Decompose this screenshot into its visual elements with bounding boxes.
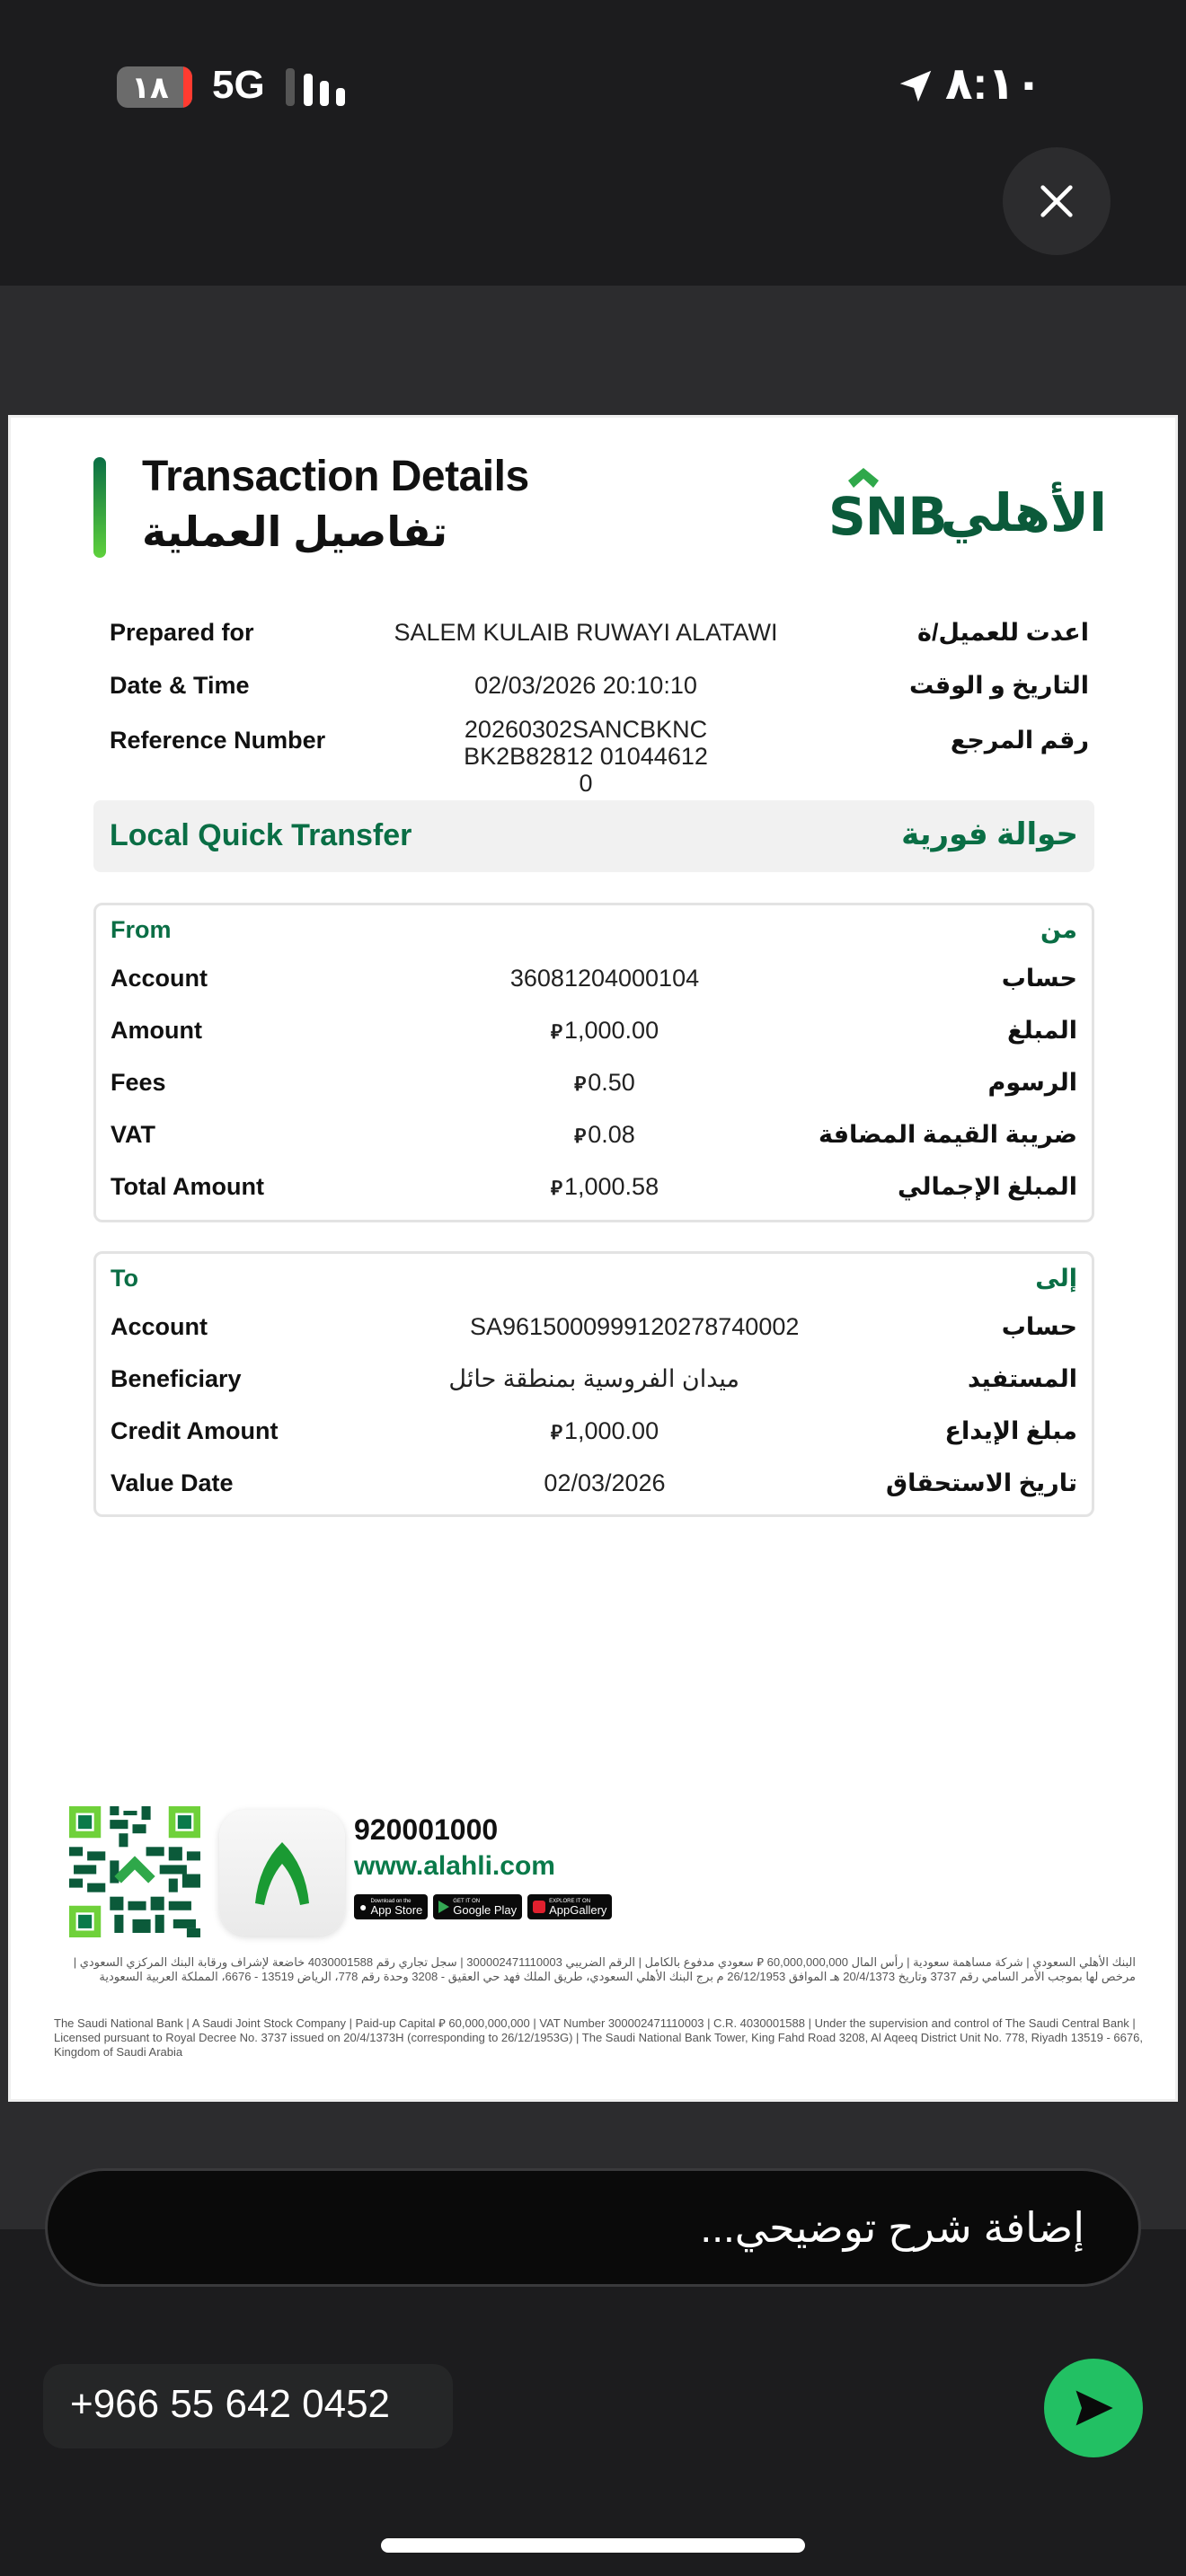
from-row-account: Account 36081204000104 حساب: [111, 965, 1077, 992]
status-bar: [0, 0, 1186, 286]
battery-level: ١٨: [131, 71, 169, 105]
app-store-badge[interactable]: ● Download on the App Store: [354, 1894, 428, 1919]
transaction-receipt: [8, 415, 1178, 2102]
home-indicator[interactable]: [381, 2538, 805, 2553]
apple-icon: ●: [359, 1900, 367, 1914]
bank-website[interactable]: www.alahli.com: [354, 1851, 555, 1881]
to-row-beneficiary: Beneficiary ميدان الفروسية بمنطقة حائل المستفيد: [111, 1365, 1077, 1392]
riyal-icon: ⃁: [574, 1072, 587, 1095]
riyal-icon: ⃁: [550, 1020, 562, 1043]
riyal-icon: ⃁: [574, 1125, 587, 1147]
google-play-badge[interactable]: GET IT ON Google Play: [433, 1894, 522, 1919]
to-row-value-date: Value Date 02/03/2026 تاريخ الاستحقاق: [111, 1469, 1077, 1496]
riyal-icon: ⃁: [550, 1177, 562, 1199]
caption-input[interactable]: [45, 2168, 1141, 2287]
transfer-type-banner: Local Quick Transfer حوالة فورية: [93, 800, 1094, 872]
snb-chevron-icon: [848, 468, 879, 488]
google-play-icon: [438, 1901, 449, 1913]
recipient-chip[interactable]: [43, 2364, 453, 2448]
huawei-icon: [533, 1901, 545, 1913]
recipient-phone: +966 55 642 0452: [70, 2382, 391, 2426]
title-ar: تفاصيل العملية: [142, 508, 448, 555]
meta-row-date-time: Date & Time 02/03/2026 20:10:10 التاريخ و الوقت: [110, 672, 1089, 699]
meta-row-prepared-for: Prepared for SALEM KULAIB RUWAYI ALATAWI اعدت للعميل/ة: [110, 619, 1089, 646]
from-row-vat: VAT ⃁0.08 ضريبة القيمة المضافة: [111, 1121, 1077, 1148]
snb-logo: SNB الأهلي: [828, 468, 1107, 554]
close-icon: [1036, 181, 1077, 222]
close-button[interactable]: [1003, 147, 1111, 255]
from-row-amount: Amount ⃁1,000.00 المبلغ: [111, 1017, 1077, 1044]
from-row-total: Total Amount ⃁1,000.58 المبلغ الإجمالي: [111, 1173, 1077, 1200]
to-row-account: Account SA9615000999120278740002 حساب: [111, 1313, 1077, 1340]
network-type: 5G: [212, 63, 265, 107]
meta-row-reference: Reference Number 20260302SANCBKNCBK2B82812 010446120 رقم المرجع: [110, 716, 1089, 797]
send-icon: [1070, 2385, 1117, 2431]
legal-text-en: The Saudi National Bank | A Saudi Joint Stock Company | Paid-up Capital ⃁ 60,000,000,000 | VAT Number 300002471110003 | C.R. 4030001588 | Under the supervision and control of The Saudi Central Bank | Licensed pursuant to Royal Decree No. 3737 issued on 20/4/1373H (corresponding to 26/12/1953G) | The Saudi National Bank Tower, King Fahd Road 3208, Al Aqeeq District Unit No. 778, Riyadh 13519 - 6676, Kingdom of Saudi Arabia: [54, 2016, 1143, 2059]
from-row-fees: Fees ⃁0.50 الرسوم: [111, 1069, 1077, 1096]
battery-indicator: [106, 66, 181, 108]
caption-placeholder: إضافة شرح توضيحي...: [700, 2204, 1084, 2251]
clock: ٨:١٠: [945, 58, 1043, 109]
qr-code: [69, 1806, 200, 1937]
riyal-icon: ⃁: [550, 1421, 562, 1443]
snb-app-icon: [219, 1810, 345, 1936]
signal-icon: [286, 68, 349, 106]
from-section: From من Account 36081204000104 حساب Amount ⃁1,000.00 المبلغ Fees ⃁0.50 الرسوم VAT ⃁0.08 ضريبة القيمة المضافة Total Amount ⃁1,000.58 المبلغ الإجمالي: [93, 903, 1094, 1222]
to-section: To إلى Account SA9615000999120278740002 حساب Beneficiary ميدان الفروسية بمنطقة حائل المستفيد Credit Amount ⃁1,000.00 مبلغ الإيداع Value Date 02/03/2026 تاريخ الاستحقاق: [93, 1251, 1094, 1517]
bank-phone-number: 920001000: [354, 1813, 499, 1846]
store-badges: [354, 1894, 612, 1919]
appgallery-badge[interactable]: EXPLORE IT ON AppGallery: [527, 1894, 612, 1919]
legal-text-ar: البنك الأهلي السعودي | شركة مساهمة سعودية | رأس المال 60,000,000,000 ⃁ سعودي مدفوع بالكامل | الرقم الضريبي 300002471110003 | سجل تجاري رقم 4030001588 خاضعة لإشراف ورقابة البنك المركزي السعودي | مرخص لها بموجب الأمر السامي رقم 3737 وتاريخ 20/4/1373 هـ الموافق 26/12/1953 م برج البنك الأهلي السعودي، طريق الملك فهد حي العقيق - 3208 وحدة رقم 778، الرياض 13519 - 6676، المملكة العربية السعودية: [73, 1955, 1136, 1983]
send-button[interactable]: [1044, 2359, 1143, 2457]
title-en: Transaction Details: [142, 453, 529, 500]
to-row-credit-amount: Credit Amount ⃁1,000.00 مبلغ الإيداع: [111, 1417, 1077, 1444]
title-accent-bar: [93, 457, 106, 558]
location-arrow-icon: [895, 65, 936, 108]
